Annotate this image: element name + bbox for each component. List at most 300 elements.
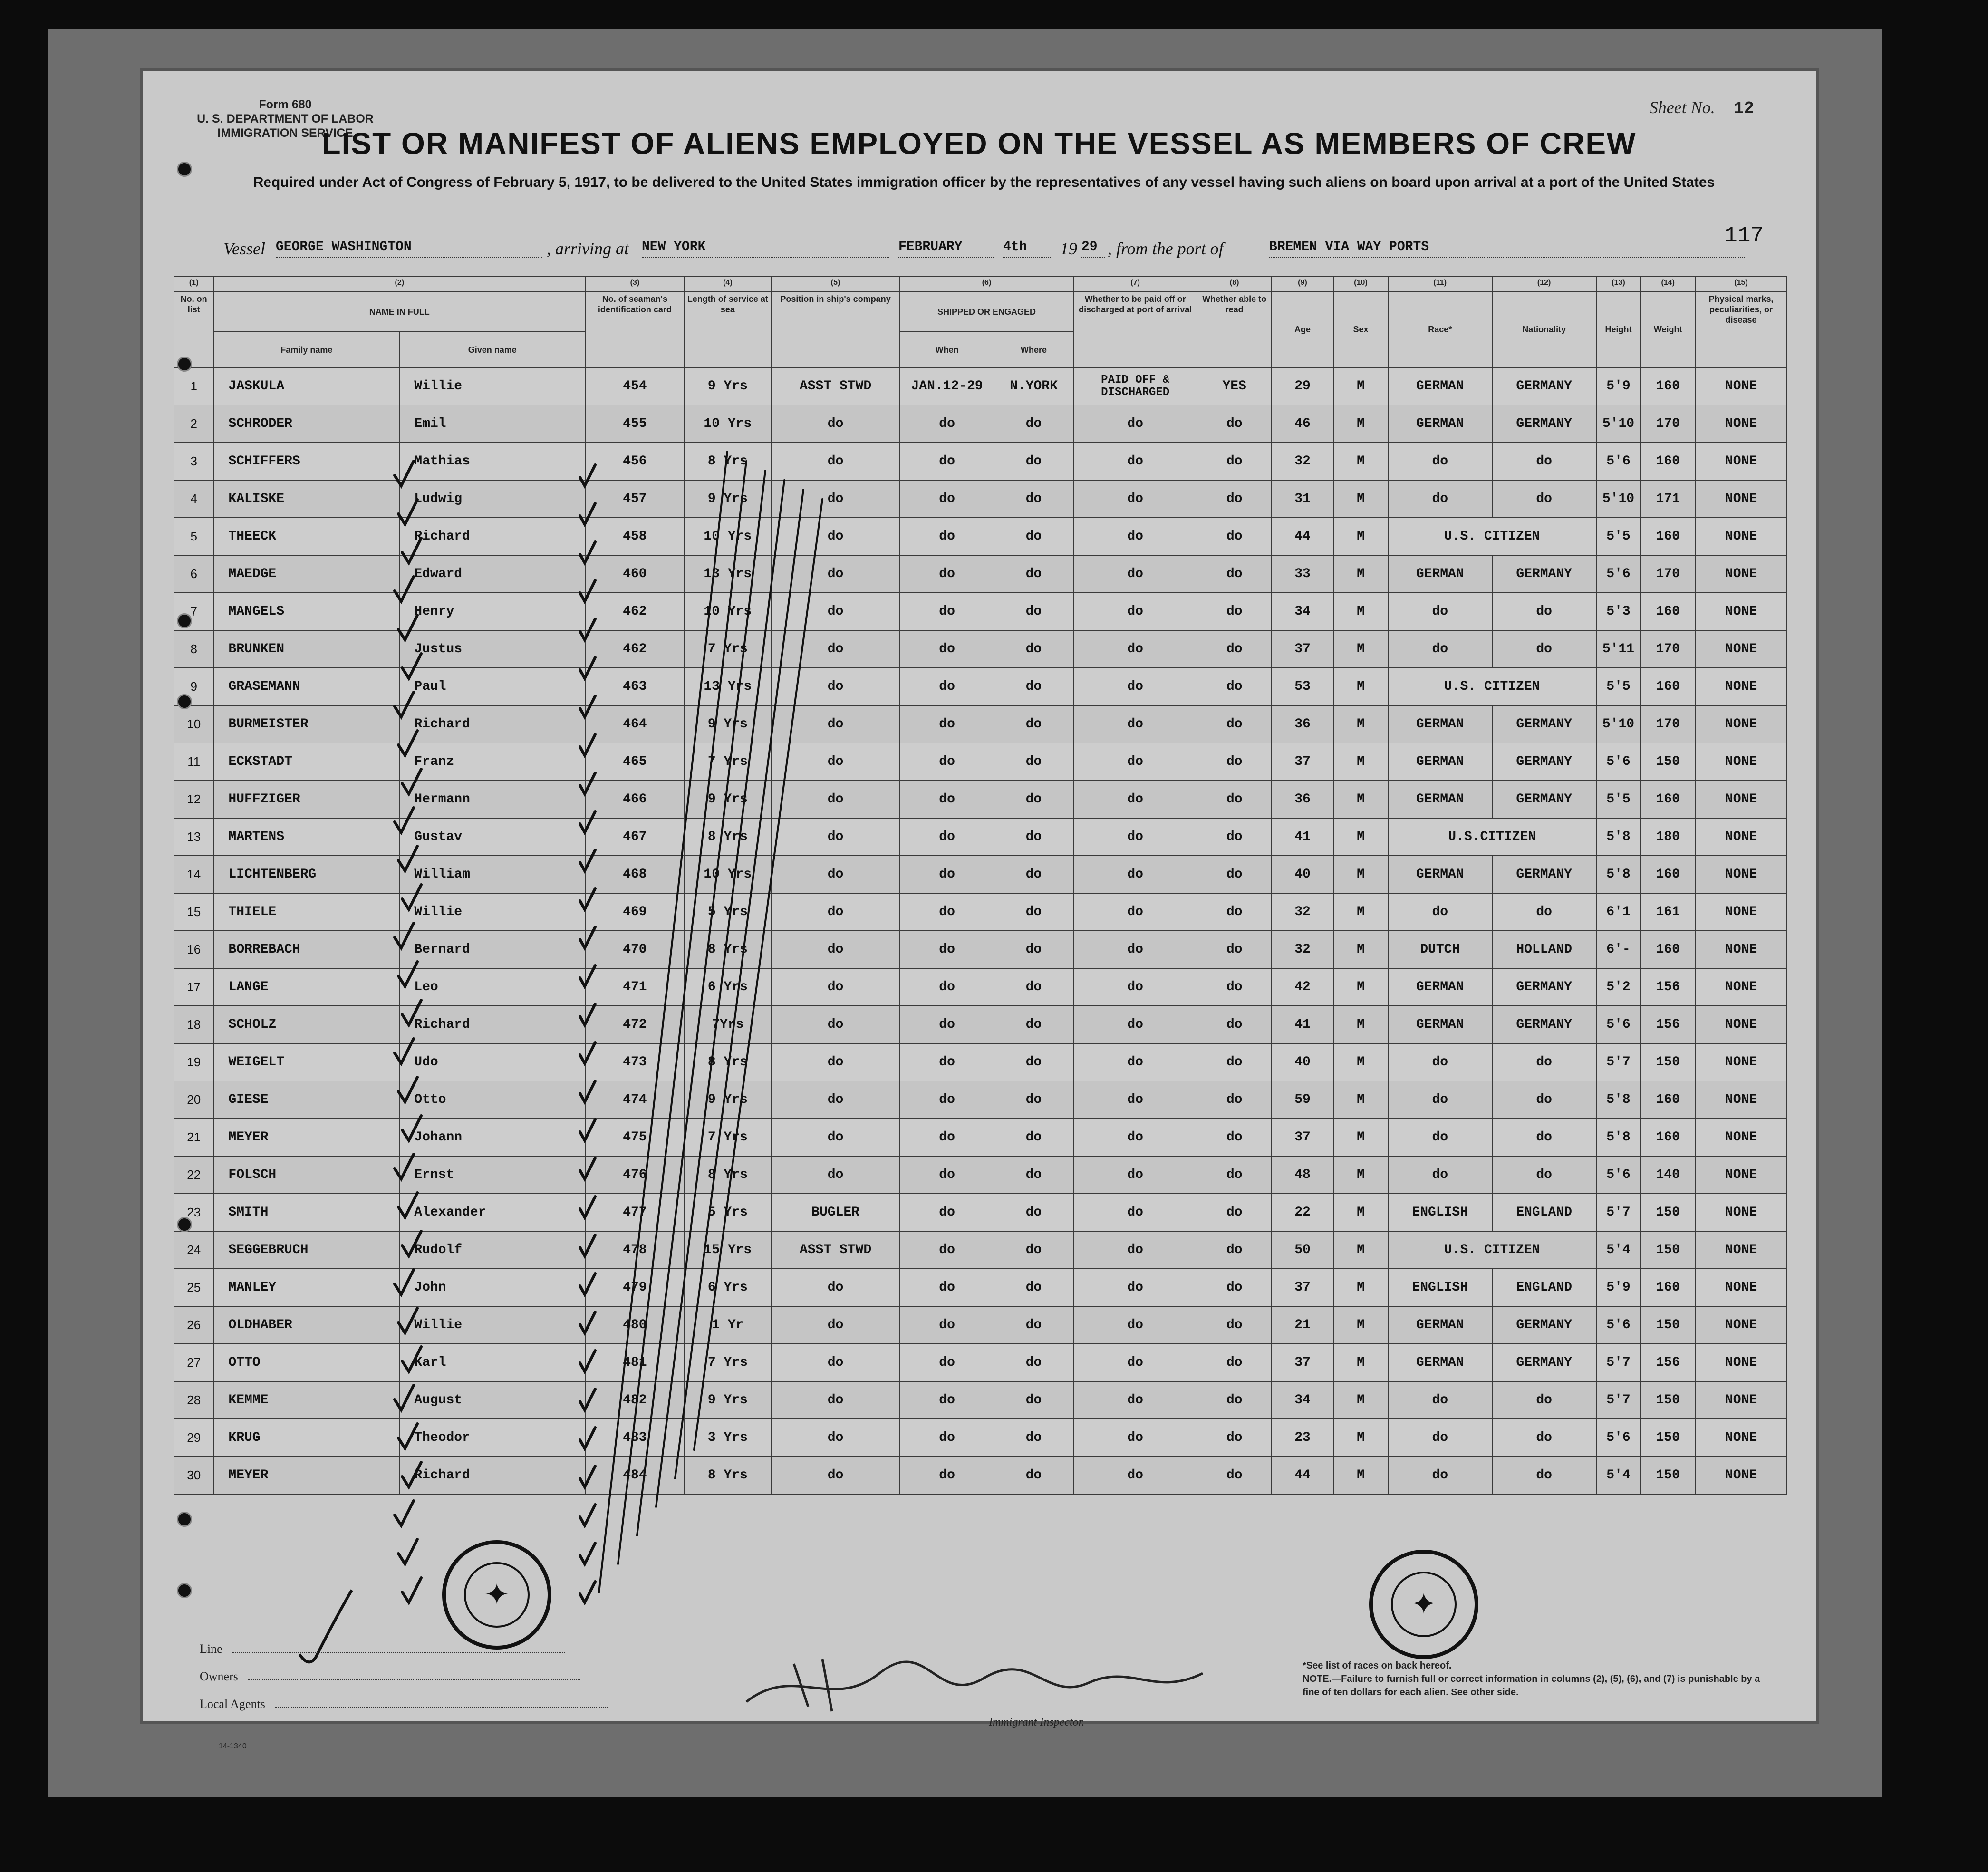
physical-marks: NONE bbox=[1695, 743, 1787, 781]
weight: 150 bbox=[1641, 1381, 1695, 1419]
given-name: Ludwig bbox=[399, 480, 585, 518]
family-name: GIESE bbox=[213, 1081, 399, 1119]
paid-off: do bbox=[1073, 1231, 1197, 1269]
position: do bbox=[771, 443, 900, 480]
family-name: SMITH bbox=[213, 1194, 399, 1231]
family-name: THEECK bbox=[213, 518, 399, 555]
header-paid-off: Whether to be paid off or discharged at port of arrival bbox=[1073, 291, 1197, 367]
height: 5'5 bbox=[1596, 518, 1641, 555]
race: GERMAN bbox=[1388, 743, 1492, 781]
header-sex: Sex bbox=[1333, 291, 1388, 367]
shipped-where: do bbox=[994, 1344, 1073, 1381]
able-read: do bbox=[1197, 443, 1271, 480]
manifest-subtitle: Required under Act of Congress of February 5, 1917, to be delivered to the United States immigration officer by the representatives of any vessel having such aliens on board upon arrival at a port of the United States bbox=[253, 174, 1715, 190]
sex: M bbox=[1333, 968, 1388, 1006]
service: IMMIGRATION SERVICE bbox=[217, 126, 353, 140]
shipped-when: do bbox=[900, 1306, 994, 1344]
given-name: Willie bbox=[399, 893, 585, 931]
table-row bbox=[174, 1156, 1787, 1194]
owners-field bbox=[248, 1668, 580, 1680]
shipped-when: do bbox=[900, 705, 994, 743]
age: 40 bbox=[1272, 856, 1333, 893]
weight: 150 bbox=[1641, 743, 1695, 781]
nationality: do bbox=[1492, 1156, 1596, 1194]
able-read: do bbox=[1197, 518, 1271, 555]
nationality: do bbox=[1492, 593, 1596, 630]
sex: M bbox=[1333, 931, 1388, 968]
id-card: 466 bbox=[585, 781, 684, 818]
sex: M bbox=[1333, 518, 1388, 555]
age: 59 bbox=[1272, 1081, 1333, 1119]
height: 5'10 bbox=[1596, 405, 1641, 443]
height: 5'11 bbox=[1596, 630, 1641, 668]
id-card: 462 bbox=[585, 593, 684, 630]
col-num-12: (12) bbox=[1492, 276, 1596, 291]
weight: 180 bbox=[1641, 818, 1695, 856]
length-service: 7 Yrs bbox=[685, 743, 771, 781]
length-service: 7Yrs bbox=[685, 1006, 771, 1043]
sex: M bbox=[1333, 367, 1388, 405]
given-name: Richard bbox=[399, 705, 585, 743]
header-race: Race* bbox=[1388, 291, 1492, 367]
race: do bbox=[1388, 480, 1492, 518]
physical-marks: NONE bbox=[1695, 781, 1787, 818]
department: U. S. DEPARTMENT OF LABOR bbox=[197, 112, 374, 125]
col-num-6: (6) bbox=[900, 276, 1073, 291]
row-number: 22 bbox=[174, 1156, 213, 1194]
row-number: 25 bbox=[174, 1269, 213, 1306]
race: GERMAN bbox=[1388, 1006, 1492, 1043]
given-name: Ernst bbox=[399, 1156, 585, 1194]
given-name: Karl bbox=[399, 1344, 585, 1381]
able-read: do bbox=[1197, 1306, 1271, 1344]
weight: 171 bbox=[1641, 480, 1695, 518]
row-number: 8 bbox=[174, 630, 213, 668]
nationality: do bbox=[1492, 1043, 1596, 1081]
paid-off: do bbox=[1073, 1269, 1197, 1306]
age: 22 bbox=[1272, 1194, 1333, 1231]
family-name: MANLEY bbox=[213, 1269, 399, 1306]
paid-off: do bbox=[1073, 1081, 1197, 1119]
able-read: do bbox=[1197, 818, 1271, 856]
col-num-13: (13) bbox=[1596, 276, 1641, 291]
id-card: 471 bbox=[585, 968, 684, 1006]
height: 6'- bbox=[1596, 931, 1641, 968]
given-name: Alexander bbox=[399, 1194, 585, 1231]
position: do bbox=[771, 1269, 900, 1306]
sex: M bbox=[1333, 1457, 1388, 1494]
given-name: Rudolf bbox=[399, 1231, 585, 1269]
id-card: 457 bbox=[585, 480, 684, 518]
nationality: GERMANY bbox=[1492, 856, 1596, 893]
age: 53 bbox=[1272, 668, 1333, 705]
table-row bbox=[174, 593, 1787, 630]
nationality: HOLLAND bbox=[1492, 931, 1596, 968]
paid-off: do bbox=[1073, 630, 1197, 668]
shipped-where: do bbox=[994, 1269, 1073, 1306]
shipped-where: do bbox=[994, 593, 1073, 630]
shipped-when: do bbox=[900, 818, 994, 856]
physical-marks: NONE bbox=[1695, 367, 1787, 405]
given-name: Franz bbox=[399, 743, 585, 781]
row-number: 14 bbox=[174, 856, 213, 893]
given-name: Johann bbox=[399, 1119, 585, 1156]
family-name: SCHRODER bbox=[213, 405, 399, 443]
paid-off: do bbox=[1073, 931, 1197, 968]
weight: 156 bbox=[1641, 968, 1695, 1006]
position: do bbox=[771, 1006, 900, 1043]
physical-marks: NONE bbox=[1695, 480, 1787, 518]
paid-off: do bbox=[1073, 743, 1197, 781]
physical-marks: NONE bbox=[1695, 405, 1787, 443]
vessel-info-line bbox=[223, 239, 1792, 262]
paid-off: do bbox=[1073, 480, 1197, 518]
col-num-10: (10) bbox=[1333, 276, 1388, 291]
shipped-where: do bbox=[994, 856, 1073, 893]
owners-label: Owners bbox=[200, 1669, 238, 1683]
weight: 160 bbox=[1641, 856, 1695, 893]
able-read: do bbox=[1197, 1081, 1271, 1119]
shipped-where: do bbox=[994, 968, 1073, 1006]
table-row bbox=[174, 856, 1787, 893]
shipped-when: do bbox=[900, 1419, 994, 1457]
race: do bbox=[1388, 593, 1492, 630]
id-card: 465 bbox=[585, 743, 684, 781]
age: 29 bbox=[1272, 367, 1333, 405]
length-service: 9 Yrs bbox=[685, 1381, 771, 1419]
punch-hole bbox=[177, 1512, 192, 1527]
position: do bbox=[771, 405, 900, 443]
note-penalty: NOTE.—Failure to furnish full or correct information in columns (2), (5), (6), and (7) is punishable by a fine of ten dollars for each alien. See other side. bbox=[1303, 1674, 1760, 1698]
position: ASST STWD bbox=[771, 1231, 900, 1269]
paid-off: do bbox=[1073, 1419, 1197, 1457]
shipped-when: do bbox=[900, 593, 994, 630]
physical-marks: NONE bbox=[1695, 1081, 1787, 1119]
able-read: do bbox=[1197, 593, 1271, 630]
height: 5'10 bbox=[1596, 480, 1641, 518]
weight: 150 bbox=[1641, 1043, 1695, 1081]
id-card: 460 bbox=[585, 555, 684, 593]
race: do bbox=[1388, 443, 1492, 480]
nationality: GERMANY bbox=[1492, 1306, 1596, 1344]
family-name: OLDHABER bbox=[213, 1306, 399, 1344]
height: 5'3 bbox=[1596, 593, 1641, 630]
physical-marks: NONE bbox=[1695, 1043, 1787, 1081]
header-age: Age bbox=[1272, 291, 1333, 367]
line-label: Line bbox=[200, 1642, 222, 1656]
age: 44 bbox=[1272, 518, 1333, 555]
physical-marks: NONE bbox=[1695, 1231, 1787, 1269]
age: 44 bbox=[1272, 1457, 1333, 1494]
age: 37 bbox=[1272, 630, 1333, 668]
position: do bbox=[771, 781, 900, 818]
race: do bbox=[1388, 1156, 1492, 1194]
nationality: ENGLAND bbox=[1492, 1269, 1596, 1306]
row-number: 19 bbox=[174, 1043, 213, 1081]
row-number: 6 bbox=[174, 555, 213, 593]
shipped-when: do bbox=[900, 630, 994, 668]
paid-off: do bbox=[1073, 893, 1197, 931]
position: do bbox=[771, 555, 900, 593]
table-row bbox=[174, 705, 1787, 743]
table-row bbox=[174, 405, 1787, 443]
weight: 160 bbox=[1641, 1081, 1695, 1119]
able-read: do bbox=[1197, 555, 1271, 593]
shipped-where: do bbox=[994, 818, 1073, 856]
given-name: Hermann bbox=[399, 781, 585, 818]
paid-off: do bbox=[1073, 1156, 1197, 1194]
header-given-name: Given name bbox=[399, 332, 585, 367]
sex: M bbox=[1333, 743, 1388, 781]
arriving-label: , arriving at bbox=[547, 239, 629, 258]
shipped-when: do bbox=[900, 893, 994, 931]
shipped-when: do bbox=[900, 781, 994, 818]
sex: M bbox=[1333, 893, 1388, 931]
able-read: do bbox=[1197, 630, 1271, 668]
id-card: 483 bbox=[585, 1419, 684, 1457]
weight: 150 bbox=[1641, 1306, 1695, 1344]
family-name: LANGE bbox=[213, 968, 399, 1006]
age: 31 bbox=[1272, 480, 1333, 518]
id-card: 478 bbox=[585, 1231, 684, 1269]
length-service: 3 Yrs bbox=[685, 1419, 771, 1457]
table-row bbox=[174, 1081, 1787, 1119]
col-num-7: (7) bbox=[1073, 276, 1197, 291]
table-row bbox=[174, 668, 1787, 705]
length-service: 13 Yrs bbox=[685, 668, 771, 705]
agents-field bbox=[275, 1696, 608, 1708]
position: do bbox=[771, 1043, 900, 1081]
position: do bbox=[771, 1081, 900, 1119]
row-number: 10 bbox=[174, 705, 213, 743]
year-suffix: 29 bbox=[1081, 238, 1105, 258]
row-number: 12 bbox=[174, 781, 213, 818]
table-row bbox=[174, 1419, 1787, 1457]
position: do bbox=[771, 968, 900, 1006]
paid-off: do bbox=[1073, 668, 1197, 705]
arrival-day: 4th bbox=[1003, 238, 1051, 258]
given-name: Emil bbox=[399, 405, 585, 443]
sex: M bbox=[1333, 1231, 1388, 1269]
arrival-port: NEW YORK bbox=[642, 238, 889, 258]
shipped-when: do bbox=[900, 443, 994, 480]
physical-marks: NONE bbox=[1695, 893, 1787, 931]
given-name: Edward bbox=[399, 555, 585, 593]
family-name: MARTENS bbox=[213, 818, 399, 856]
age: 37 bbox=[1272, 1344, 1333, 1381]
sex: M bbox=[1333, 668, 1388, 705]
position: do bbox=[771, 856, 900, 893]
nationality: GERMANY bbox=[1492, 781, 1596, 818]
row-number: 7 bbox=[174, 593, 213, 630]
age: 37 bbox=[1272, 743, 1333, 781]
from-port: BREMEN VIA WAY PORTS bbox=[1269, 238, 1745, 258]
weight: 170 bbox=[1641, 555, 1695, 593]
length-service: 7 Yrs bbox=[685, 630, 771, 668]
row-number: 16 bbox=[174, 931, 213, 968]
eagle-seal-icon: ✦ bbox=[464, 1562, 530, 1628]
nationality: GERMANY bbox=[1492, 1006, 1596, 1043]
col-num-3: (3) bbox=[585, 276, 684, 291]
length-service: 1 Yr bbox=[685, 1306, 771, 1344]
position: do bbox=[771, 630, 900, 668]
manifest-title: LIST OR MANIFEST OF ALIENS EMPLOYED ON THE VESSEL AS MEMBERS OF CREW bbox=[322, 126, 1637, 161]
shipped-when: do bbox=[900, 931, 994, 968]
sex: M bbox=[1333, 593, 1388, 630]
nationality: GERMANY bbox=[1492, 743, 1596, 781]
length-service: 9 Yrs bbox=[685, 705, 771, 743]
manifest-table-wrap bbox=[143, 276, 1787, 1631]
able-read: do bbox=[1197, 743, 1271, 781]
shipped-where: do bbox=[994, 1119, 1073, 1156]
paid-off: do bbox=[1073, 443, 1197, 480]
shipped-where: do bbox=[994, 893, 1073, 931]
weight: 161 bbox=[1641, 893, 1695, 931]
race: do bbox=[1388, 1043, 1492, 1081]
shipped-where: do bbox=[994, 1006, 1073, 1043]
col-num-8: (8) bbox=[1197, 276, 1271, 291]
nationality: do bbox=[1492, 443, 1596, 480]
paid-off: PAID OFF & DISCHARGED bbox=[1073, 367, 1197, 405]
age: 40 bbox=[1272, 1043, 1333, 1081]
consulate-stamp-right bbox=[1369, 1550, 1478, 1659]
age: 34 bbox=[1272, 1381, 1333, 1419]
position: ASST STWD bbox=[771, 367, 900, 405]
race: do bbox=[1388, 893, 1492, 931]
family-name: MAEDGE bbox=[213, 555, 399, 593]
header-when: When bbox=[900, 332, 994, 367]
header-physical: Physical marks, peculiarities, or disease bbox=[1695, 291, 1787, 367]
table-row bbox=[174, 1194, 1787, 1231]
position: do bbox=[771, 1119, 900, 1156]
physical-marks: NONE bbox=[1695, 931, 1787, 968]
crew-table-body bbox=[174, 367, 1787, 1494]
race: GERMAN bbox=[1388, 856, 1492, 893]
physical-marks: NONE bbox=[1695, 818, 1787, 856]
given-name: Gustav bbox=[399, 818, 585, 856]
race: do bbox=[1388, 630, 1492, 668]
id-card: 479 bbox=[585, 1269, 684, 1306]
shipped-when: do bbox=[900, 1156, 994, 1194]
nationality: do bbox=[1492, 893, 1596, 931]
from-port-label: , from the port of bbox=[1108, 239, 1224, 258]
table-row bbox=[174, 968, 1787, 1006]
length-service: 9 Yrs bbox=[685, 781, 771, 818]
able-read: do bbox=[1197, 1194, 1271, 1231]
table-row bbox=[174, 781, 1787, 818]
age: 46 bbox=[1272, 405, 1333, 443]
given-name: Willie bbox=[399, 1306, 585, 1344]
shipped-when: JAN.12-29 bbox=[900, 367, 994, 405]
table-row bbox=[174, 443, 1787, 480]
race: GERMAN bbox=[1388, 1306, 1492, 1344]
header-name-in-full: NAME IN FULL bbox=[213, 291, 585, 332]
length-service: 6 Yrs bbox=[685, 1269, 771, 1306]
nationality: GERMANY bbox=[1492, 1344, 1596, 1381]
row-number: 11 bbox=[174, 743, 213, 781]
race: GERMAN bbox=[1388, 1344, 1492, 1381]
nationality: GERMANY bbox=[1492, 705, 1596, 743]
weight: 160 bbox=[1641, 593, 1695, 630]
height: 5'6 bbox=[1596, 555, 1641, 593]
row-number: 9 bbox=[174, 668, 213, 705]
nationality: do bbox=[1492, 1119, 1596, 1156]
physical-marks: NONE bbox=[1695, 968, 1787, 1006]
row-number: 27 bbox=[174, 1344, 213, 1381]
paid-off: do bbox=[1073, 1306, 1197, 1344]
age: 21 bbox=[1272, 1306, 1333, 1344]
footer-labels bbox=[200, 1635, 608, 1718]
length-service: 10 Yrs bbox=[685, 518, 771, 555]
row-number: 18 bbox=[174, 1006, 213, 1043]
height: 5'7 bbox=[1596, 1381, 1641, 1419]
consulate-stamp-left bbox=[442, 1540, 551, 1650]
given-name: Henry bbox=[399, 593, 585, 630]
able-read: do bbox=[1197, 968, 1271, 1006]
table-row bbox=[174, 630, 1787, 668]
weight: 160 bbox=[1641, 443, 1695, 480]
length-service: 7 Yrs bbox=[685, 1119, 771, 1156]
given-name: Bernard bbox=[399, 931, 585, 968]
able-read: do bbox=[1197, 931, 1271, 968]
sex: M bbox=[1333, 443, 1388, 480]
race: GERMAN bbox=[1388, 555, 1492, 593]
shipped-where: do bbox=[994, 405, 1073, 443]
punch-hole bbox=[177, 162, 192, 177]
race: ENGLISH bbox=[1388, 1194, 1492, 1231]
sex: M bbox=[1333, 818, 1388, 856]
length-service: 8 Yrs bbox=[685, 931, 771, 968]
shipped-where: do bbox=[994, 931, 1073, 968]
height: 5'6 bbox=[1596, 1306, 1641, 1344]
physical-marks: NONE bbox=[1695, 1119, 1787, 1156]
table-row bbox=[174, 480, 1787, 518]
position: do bbox=[771, 705, 900, 743]
given-name: Richard bbox=[399, 1006, 585, 1043]
id-card: 481 bbox=[585, 1344, 684, 1381]
age: 37 bbox=[1272, 1269, 1333, 1306]
height: 5'4 bbox=[1596, 1457, 1641, 1494]
position: do bbox=[771, 1419, 900, 1457]
shipped-when: do bbox=[900, 555, 994, 593]
table-row bbox=[174, 743, 1787, 781]
family-name: KALISKE bbox=[213, 480, 399, 518]
nationality: do bbox=[1492, 480, 1596, 518]
id-card: 473 bbox=[585, 1043, 684, 1081]
shipped-where: do bbox=[994, 1194, 1073, 1231]
col-num-4: (4) bbox=[685, 276, 771, 291]
physical-marks: NONE bbox=[1695, 443, 1787, 480]
weight: 160 bbox=[1641, 518, 1695, 555]
age: 48 bbox=[1272, 1156, 1333, 1194]
height: 5'2 bbox=[1596, 968, 1641, 1006]
physical-marks: NONE bbox=[1695, 518, 1787, 555]
age: 32 bbox=[1272, 931, 1333, 968]
shipped-when: do bbox=[900, 1381, 994, 1419]
height: 5'9 bbox=[1596, 367, 1641, 405]
family-name: WEIGELT bbox=[213, 1043, 399, 1081]
height: 5'5 bbox=[1596, 781, 1641, 818]
header-able-read: Whether able to read bbox=[1197, 291, 1271, 367]
shipped-when: do bbox=[900, 1457, 994, 1494]
length-service: 9 Yrs bbox=[685, 480, 771, 518]
nationality: GERMANY bbox=[1492, 367, 1596, 405]
sex: M bbox=[1333, 1344, 1388, 1381]
family-name: FOLSCH bbox=[213, 1156, 399, 1194]
height: 5'5 bbox=[1596, 668, 1641, 705]
shipped-when: do bbox=[900, 1231, 994, 1269]
paid-off: do bbox=[1073, 818, 1197, 856]
